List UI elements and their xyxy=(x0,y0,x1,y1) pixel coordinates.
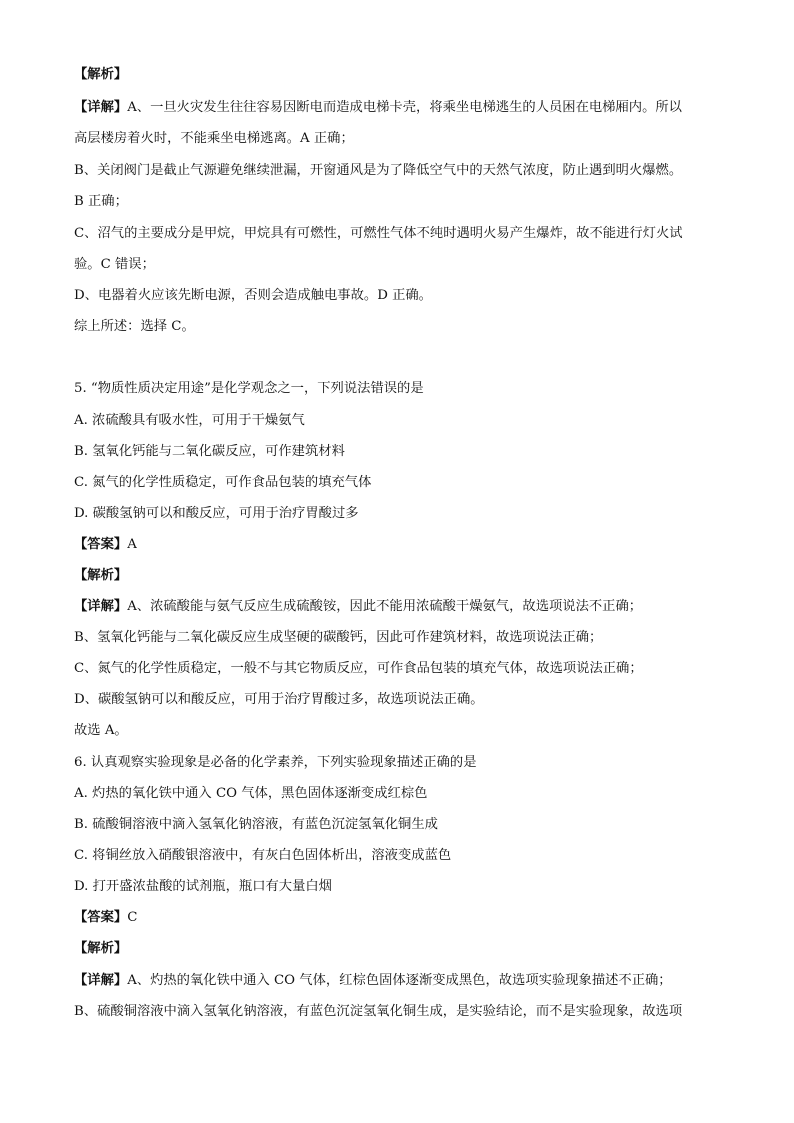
answer-tag: 【答案】 xyxy=(74,537,128,552)
option-b: B. 氢氧化钙能与二氧化碳反应，可作建筑材料 xyxy=(74,444,345,459)
analysis-heading: 【解析】 xyxy=(74,67,128,82)
option-c: C. 氮气的化学性质稳定，可作食品包装的填充气体 xyxy=(74,475,372,490)
answer-value: C xyxy=(127,910,138,925)
option-d: D. 碳酸氢钠可以和酸反应，可用于治疗胃酸过多 xyxy=(74,506,359,521)
option-a: A. 灼热的氧化铁中通入 CO 气体，黑色固体逐渐变成红棕色 xyxy=(74,786,428,801)
detail-tag: 【详解】 xyxy=(74,973,128,988)
answer-value: A xyxy=(127,537,137,552)
analysis-heading: 【解析】 xyxy=(74,941,128,956)
detail-line: C、沼气的主要成分是甲烷，甲烷具有可燃性，可燃性气体不纯时遇明火易产生爆炸，故不能进行灯火试 xyxy=(74,226,683,241)
detail-line: B、硫酸铜溶液中滴入氢氧化钠溶液，有蓝色沉淀氢氧化铜生成，是实验结论，而不是实验现象，故选项 xyxy=(74,1004,683,1019)
option-b: B. 硫酸铜溶液中滴入氢氧化钠溶液，有蓝色沉淀氢氧化铜生成 xyxy=(74,817,438,832)
question-stem: 6. 认真观察实验现象是必备的化学素养，下列实验现象描述正确的是 xyxy=(74,755,477,770)
question-stem: 5. “物质性质决定用途”是化学观念之一，下列说法错误的是 xyxy=(74,381,424,396)
detail-line xyxy=(74,99,724,117)
option-d: D. 打开盛浓盐酸的试剂瓶，瓶口有大量白烟 xyxy=(74,879,332,894)
detail-tag: 【详解】 xyxy=(74,599,128,614)
detail-text: A、灼热的氧化铁中通入 CO 气体，红棕色固体逐渐变成黑色，故选项实验现象描述不正确； xyxy=(127,973,672,988)
detail-line: B、氢氧化钙能与二氧化碳反应生成坚硬的碳酸钙，因此可作建筑材料，故选项说法正确； xyxy=(74,630,603,645)
detail-line: B、关闭阀门是截止气源避免继续泄漏，开窗通风是为了降低空气中的天然气浓度，防止遇到明火爆燃。 xyxy=(74,163,683,178)
option-c: C. 将铜丝放入硝酸银溶液中，有灰白色固体析出，溶液变成蓝色 xyxy=(74,848,452,863)
detail-line: D、电器着火应该先断电源，否则会造成触电事故。D 正确。 xyxy=(74,288,432,303)
conclusion-line: 故选 A。 xyxy=(74,723,128,738)
detail-line xyxy=(74,972,724,990)
analysis-heading: 【解析】 xyxy=(74,568,128,583)
detail-line: D、碳酸氢钠可以和酸反应，可用于治疗胃酸过多，故选项说法正确。 xyxy=(74,692,484,707)
detail-line: 高层楼房着火时，不能乘坐电梯逃离。A 正确； xyxy=(74,131,354,146)
option-a: A. 浓硫酸具有吸水性，可用于干燥氨气 xyxy=(74,413,305,428)
detail-line: C、氮气的化学性质稳定，一般不与其它物质反应，可作食品包装的填充气体，故选项说法正确； xyxy=(74,661,643,676)
detail-tag: 【详解】 xyxy=(74,100,128,115)
detail-text: A、一旦火灾发生往往容易因断电而造成电梯卡壳，将乘坐电梯逃生的人员困在电梯厢内。所以 xyxy=(127,100,682,115)
detail-text: A、浓硫酸能与氨气反应生成硫酸铵，因此不能用浓硫酸干燥氨气，故选项说法不正确； xyxy=(127,599,643,614)
detail-line xyxy=(74,598,724,616)
summary-line: 综上所述：选择 C。 xyxy=(74,319,195,334)
answer-line xyxy=(74,909,724,927)
detail-line: B 正确； xyxy=(74,194,128,209)
detail-line: 验。C 错误； xyxy=(74,257,155,272)
answer-tag: 【答案】 xyxy=(74,910,128,925)
answer-line xyxy=(74,536,724,554)
